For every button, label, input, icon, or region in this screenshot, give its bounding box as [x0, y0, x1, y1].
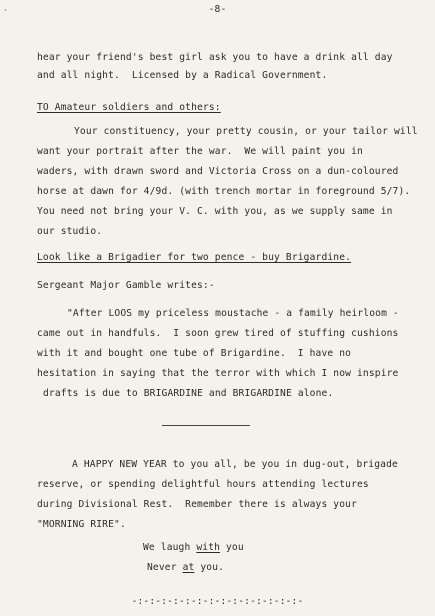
para4-line2: reserve, or spending delightful hours attending lectures [37, 479, 369, 490]
closing-line1-pre: We laugh [143, 542, 197, 553]
para3-line4: hesitation in saying that the terror with which I now inspire [37, 368, 399, 379]
section-divider [162, 425, 250, 426]
page-number: -8- [208, 4, 227, 15]
para2-line6: our studio. [37, 226, 103, 237]
footer-rule: -:-:-:-:-:-:-:-:-:-:-:-:-:-:- [131, 596, 304, 607]
closing-line2-emph: at [182, 562, 195, 573]
para3-line5: drafts is due to BRIGARDINE and BRIGARDINE alone. [43, 388, 334, 399]
closing-line2-pre: Never [147, 562, 183, 573]
para1-line1: hear your friend's best girl ask you to have a drink all day [37, 52, 393, 63]
para2-line4: horse at dawn for 4/9d. (with trench mortar in foreground 5/7). [37, 186, 411, 197]
para3-intro: Sergeant Major Gamble writes:- [37, 280, 215, 291]
para3-line1: "After LOOS my priceless moustache - a family heirloom - [67, 308, 399, 319]
para3-line2: came out in handfuls. I soon grew tired of stuffing cushions [37, 328, 399, 339]
para2-line5: You need not bring your V. C. with you, as we supply same in [37, 206, 393, 217]
para4-line1: A HAPPY NEW YEAR to you all, be you in dug-out, brigade [72, 459, 398, 470]
para1-line2: and all night. Licensed by a Radical Government. [37, 70, 328, 81]
heading-amateur-soldiers: TO Amateur soldiers and others: [37, 102, 221, 113]
margin-mark: ˋ [3, 9, 10, 20]
closing-line2-post: you. [194, 562, 225, 573]
closing-line1-post: you [220, 542, 244, 553]
para4-line4: "MORNING RIRE". [37, 519, 126, 530]
para2-line3: waders, with drawn sword and Victoria Cross on a dun-coloured [37, 166, 399, 177]
para2-line2: want your portrait after the war. We will paint you in [37, 146, 363, 157]
closing-line1 [143, 542, 244, 554]
closing-line1-emph: with [196, 542, 221, 553]
heading-brigadier: Look like a Brigadier for two pence - buy Brigardine. [37, 252, 352, 263]
para4-line3: during Divisional Rest. Remember there is always your [37, 499, 357, 510]
closing-line2 [147, 562, 224, 574]
para3-line3: with it and bought one tube of Brigardine. I have no [37, 348, 352, 359]
para2-line1: Your constituency, your pretty cousin, or your tailor will [74, 126, 418, 137]
